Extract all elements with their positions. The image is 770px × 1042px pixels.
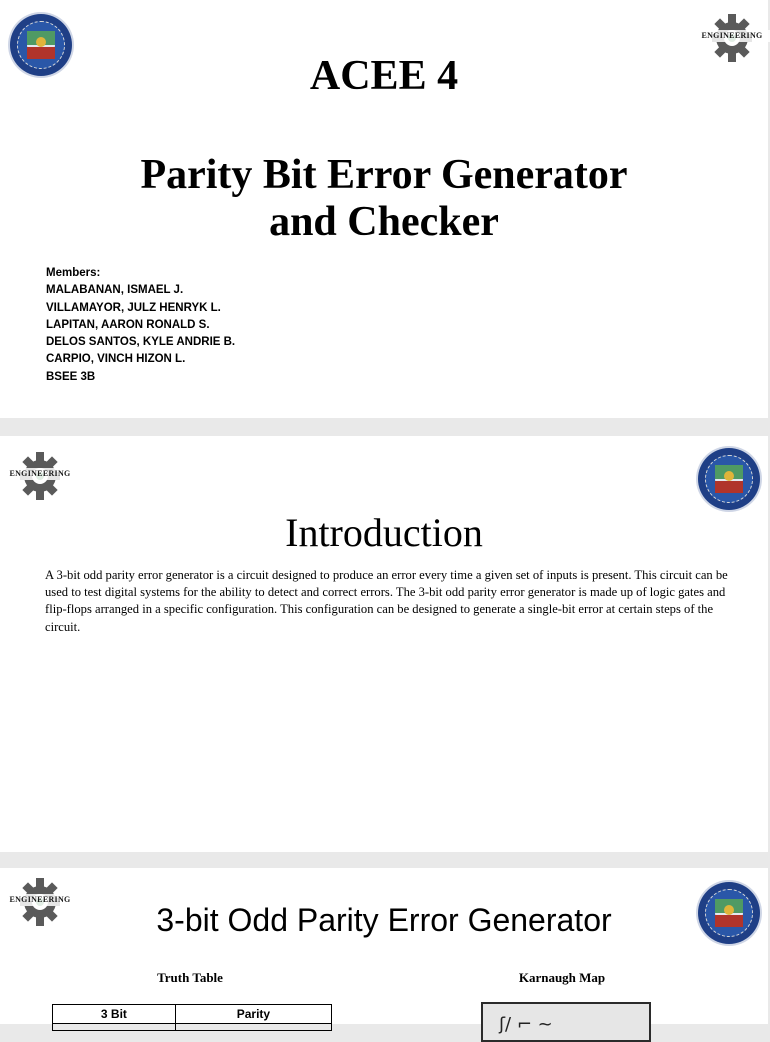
table-cell xyxy=(175,1024,331,1031)
introduction-slide xyxy=(0,436,768,852)
subtitle-line-2: and Checker xyxy=(269,199,499,245)
truth-table-caption: Truth Table xyxy=(157,970,223,985)
slide-title: 3-bit Odd Parity Error Generator xyxy=(156,902,612,938)
member-name: LAPITAN, AARON RONALD S. xyxy=(46,318,210,331)
karnaugh-map-caption: Karnaugh Map xyxy=(518,970,606,985)
table-header-row xyxy=(53,1005,332,1024)
section-label: BSEE 3B xyxy=(46,370,96,383)
university-seal-logo xyxy=(698,448,760,510)
engineering-logo-text: ENGINEERING xyxy=(2,468,78,480)
title-slide xyxy=(0,0,768,418)
slide-title: ACEE 4 xyxy=(309,53,459,99)
karnaugh-map-image xyxy=(481,1002,651,1042)
members-list xyxy=(46,265,235,386)
member-name: CARPIO, VINCH HIZON L. xyxy=(46,353,186,366)
engineering-logo-text: ENGINEERING xyxy=(2,894,78,906)
karnaugh-map-sketch: ʃ/ ⌐ ~ xyxy=(499,1014,553,1035)
member-name: VILLAMAYOR, JULZ HENRYK L. xyxy=(46,301,221,314)
member-name: DELOS SANTOS, KYLE ANDRIE B. xyxy=(46,336,236,349)
slide-title: Introduction xyxy=(285,510,483,555)
column-header-parity: Parity xyxy=(175,1005,331,1024)
table-row xyxy=(53,1024,332,1031)
generator-slide xyxy=(0,868,768,1035)
member-name: MALABANAN, ISMAEL J. xyxy=(46,284,184,297)
truth-table xyxy=(52,1004,332,1031)
engineering-gear-logo xyxy=(2,446,78,508)
subtitle-line-1: Parity Bit Error Generator xyxy=(140,152,628,198)
table-cell xyxy=(53,1024,176,1031)
engineering-logo-text: ENGINEERING xyxy=(694,30,770,42)
introduction-paragraph: A 3-bit odd parity error generator is a circuit designed to produce an error every time a given set of inputs is present. This circuit can be used to test digital systems for the ability to detect and correct errors. The 3-bit odd parity error generator is made up of logic gates and flip-flops arranged in a specific configuration. This configuration can be designed to generate a single-bit error at certain steps of the circuit. xyxy=(45,568,728,634)
column-header-3-bit: 3 Bit xyxy=(53,1005,176,1024)
members-label: Members: xyxy=(46,267,101,279)
slide-subtitle xyxy=(84,152,684,246)
